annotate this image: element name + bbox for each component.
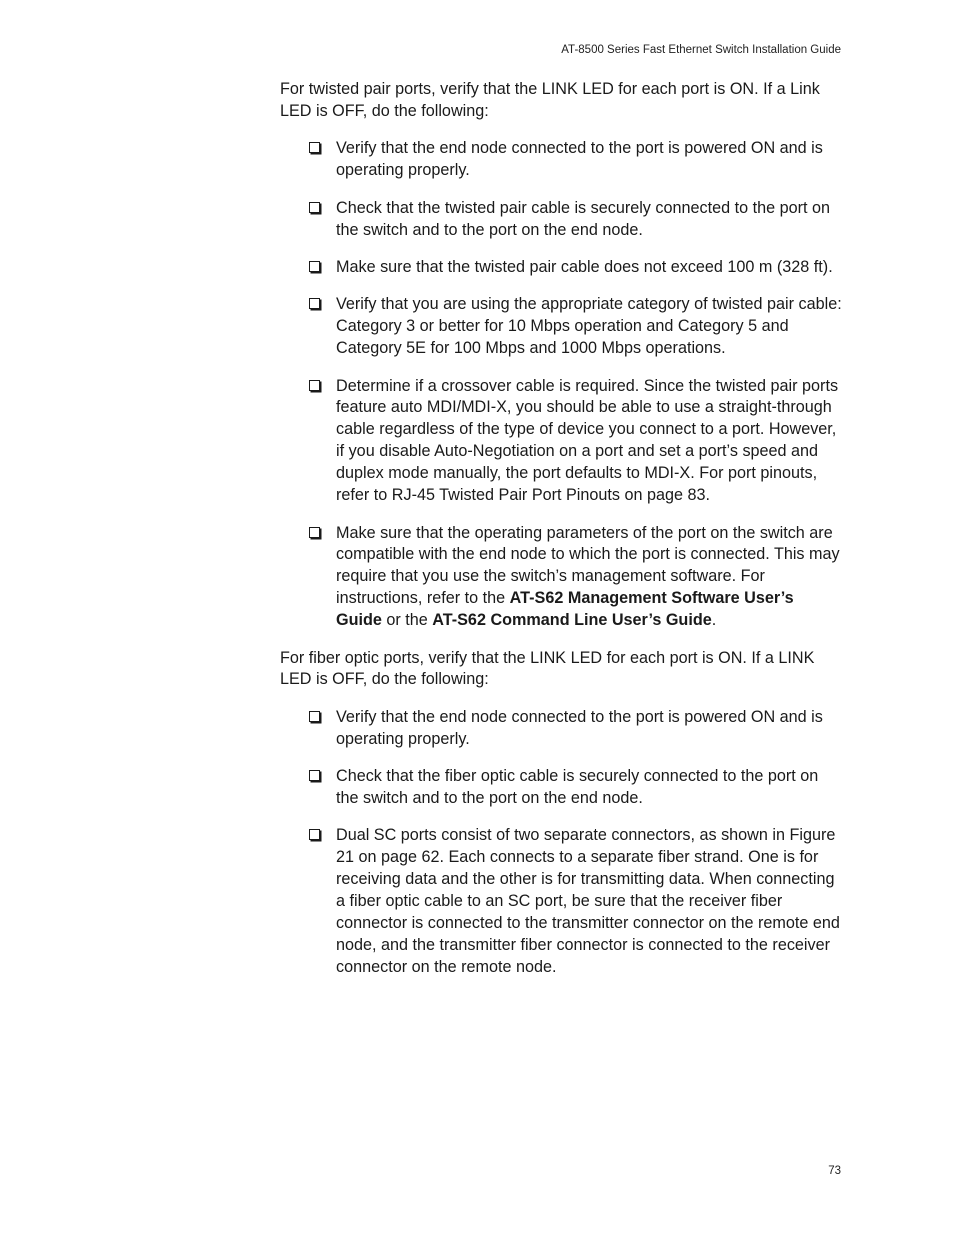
checklist-item-text: Determine if a crossover cable is required. Since the twisted pair ports feature auto MDI/MDI-X, you should be able to use a straight-through cable regardless of the type of device you connect to a port. However, if you disable Auto-Negotiation on a port and set a port’s speed and duplex mode manually, the port defaults to MDI-X. For port pinouts, refer to RJ-45 Twisted Pair Port Pinouts on page 83.: [336, 376, 839, 505]
page-content: [280, 79, 842, 994]
text-segment: or the: [381, 611, 433, 630]
fiber-optic-checklist: [280, 707, 842, 979]
checklist-item-text: Verify that the end node connected to the port is powered ON and is operating properly.: [336, 707, 823, 748]
checklist-item-text: Check that the fiber optic cable is securely connected to the port on the switch and to the port on the end node.: [336, 767, 819, 808]
cli-guide-reference: AT-S62 Command Line User’s Guide: [432, 611, 712, 630]
twisted-pair-intro: For twisted pair ports, verify that the LINK LED for each port is ON. If a Link LED is OFF, do the following:: [280, 80, 820, 120]
checkbox-icon: [309, 202, 320, 213]
checklist-item: [308, 523, 842, 633]
checklist-item: [308, 257, 842, 279]
checklist-item: [308, 294, 842, 360]
checkbox-icon: [309, 380, 320, 391]
checklist-item: [308, 766, 842, 810]
checkbox-icon: [309, 298, 320, 309]
checkbox-icon: [309, 829, 320, 840]
checkbox-icon: [309, 527, 320, 538]
management-guide-reference: AT-S62 Management Software User’s Guide: [336, 589, 794, 630]
checklist-item-text: Check that the twisted pair cable is securely connected to the port on the switch and to the port on the end node.: [336, 198, 830, 239]
text-segment: .: [711, 611, 717, 630]
checkbox-icon: [309, 711, 320, 722]
checklist-item: [308, 707, 842, 751]
running-header: AT-8500 Series Fast Ethernet Switch Installation Guide: [561, 44, 841, 56]
fiber-optic-intro: For fiber optic ports, verify that the LINK LED for each port is ON. If a LINK LED is OFF, do the following:: [280, 648, 815, 689]
checklist-item-text: Verify that you are using the appropriate category of twisted pair cable: Category 3 or better for 10 Mbps operation and Category 5 and Category 5E for 100 Mbps and 1000 Mbps operations.: [336, 295, 842, 358]
checklist-item-text: Make sure that the twisted pair cable does not exceed 100 m (328 ft).: [336, 257, 833, 276]
checklist-item: [308, 138, 842, 182]
twisted-pair-checklist: [280, 138, 842, 632]
checklist-item-text: [336, 524, 840, 630]
checklist-item: [308, 376, 842, 507]
text-segment: Make sure that the operating parameters of the port on the switch are compatible with the end node to which the port is connected. This may require that you use the switch’s management software. For instructions, refer to the: [336, 523, 840, 608]
checklist-item: [308, 825, 842, 978]
checklist-item-text: Dual SC ports consist of two separate connectors, as shown in Figure 21 on page 62. Each connects to a separate fiber strand. One is for receiving data and the other is for transmitting data. When connecting a fiber optic cable to an SC port, be sure that the receiver fiber connector is connected to the transmitter connector on the remote end node, and the transmitter fiber connector is connected to the receiver connector on the remote node.: [336, 826, 840, 976]
page-number: 73: [828, 1165, 841, 1177]
checklist-item: [308, 198, 842, 242]
checklist-item-text: Verify that the end node connected to the port is powered ON and is operating properly.: [336, 139, 823, 180]
checkbox-icon: [309, 770, 320, 781]
checkbox-icon: [309, 142, 320, 153]
checkbox-icon: [309, 261, 320, 272]
